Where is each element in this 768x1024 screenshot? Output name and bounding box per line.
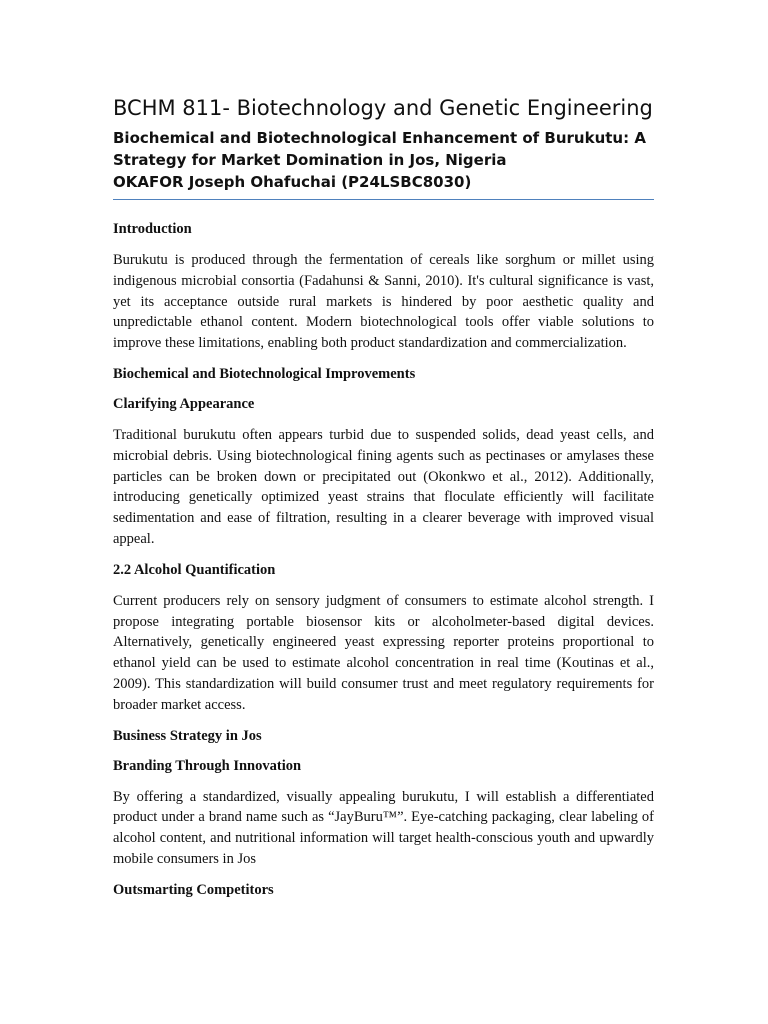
clarifying-paragraph: Traditional burukutu often appears turbid due to suspended solids, dead yeast cells, and microbial debris. Using biotechnological fining agents such as pectinases or amylases these particles can be broken down or precipitated out (Okonkwo et al., 2012). Additionally, introducing genetically optimized yeast strains that floculate efficiently will facilitate sedimentation and ease of filtration, resulting in a clearer beverage with improved visual appeal. bbox=[113, 426, 654, 547]
document-author: OKAFOR Joseph Ohafuchai (P24LSBC8030) bbox=[113, 173, 472, 191]
introduction-paragraph: Burukutu is produced through the fermentation of cereals like sorghum or millet using indigenous microbial consortia (Fadahunsi & Sanni, 2010). It's cultural significance is vast, yet its acceptance outside rural markets is hindered by poor aesthetic quality and unpredictable ethanol content. Modern biotechnological tools offer viable solutions to improve these limitations, enabling both product standardization and commercialization. bbox=[113, 252, 654, 352]
improvements-heading: Biochemical and Biotechnological Improvements bbox=[113, 365, 416, 382]
branding-paragraph: By offering a standardized, visually appealing burukutu, I will establish a differentiated product under a brand name such as “JayBuru™”. Eye-catching packaging, clear labeling of alcohol content, and nutritional information will target health-conscious youth and upwardly mobile consumers in Jos bbox=[113, 788, 654, 867]
alcohol-quantification-paragraph: Current producers rely on sensory judgment of consumers to estimate alcohol strength. I propose integrating portable biosensor kits or alcoholmeter-based digital devices. Alternatively, genetically engineered yeast expressing reporter proteins proportional to ethanol yield can be used to estimate alcohol concentration in real time (Koutinas et al., 2009). This standardization will build consumer trust and meet regulatory requirements for broader market access. bbox=[113, 592, 654, 713]
document-title: BCHM 811- Biotechnology and Genetic Engineering bbox=[113, 96, 653, 120]
outsmarting-heading: Outsmarting Competitors bbox=[113, 881, 274, 898]
document-page bbox=[113, 92, 654, 900]
introduction-heading: Introduction bbox=[113, 221, 192, 237]
clarifying-heading: Clarifying Appearance bbox=[113, 395, 255, 412]
document-subtitle: Biochemical and Biotechnological Enhancement of Burukutu: A Strategy for Market Domination in Jos, Nigeria bbox=[113, 129, 646, 169]
branding-heading: Branding Through Innovation bbox=[113, 757, 302, 774]
business-strategy-heading: Business Strategy in Jos bbox=[113, 727, 262, 744]
alcohol-quantification-heading: 2.2 Alcohol Quantification bbox=[113, 561, 276, 578]
